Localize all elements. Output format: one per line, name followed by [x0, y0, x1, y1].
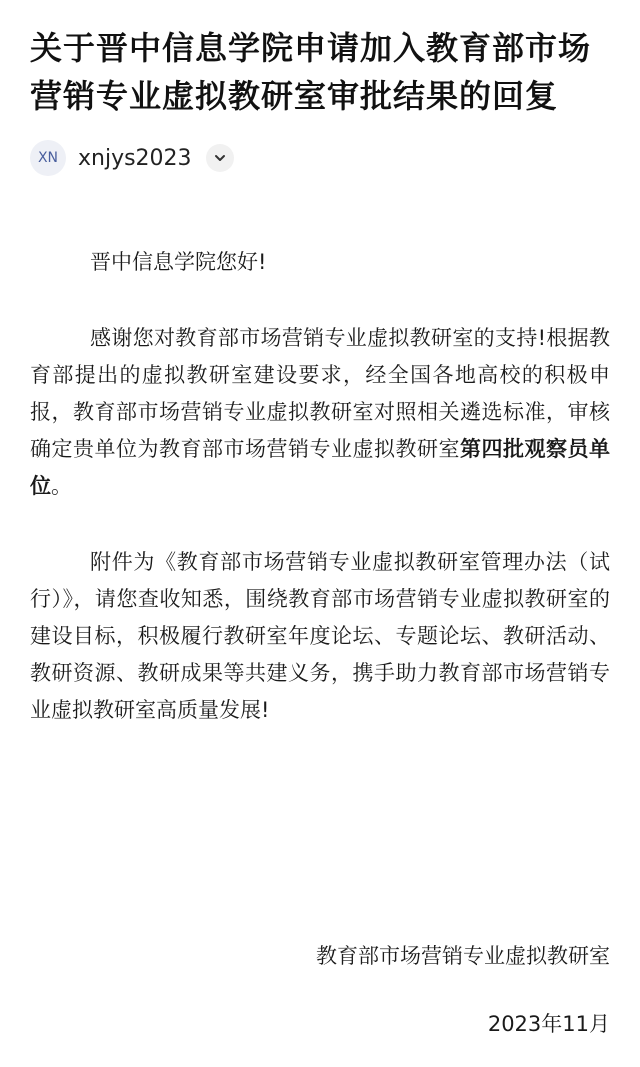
- paragraph-1-end: 。: [51, 474, 72, 498]
- paragraph-2: [30, 544, 610, 729]
- greeting: 晋中信息学院您好!: [90, 250, 267, 274]
- author-dropdown-button[interactable]: [206, 144, 234, 172]
- paragraph-1-text: 感谢您对教育部市场营销专业虚拟教研室的支持!根据教育部提出的虚拟教研室建设要求，经全国各地高校的积极申报，教育部市场营销专业虚拟教研室对照相关遴选标准，审核确定贵单位为教育部市场营销专业虚拟教研室: [30, 326, 610, 461]
- paragraph-1-bold-text: 第四批观察员单位: [30, 437, 610, 498]
- paragraph-1: [30, 320, 610, 505]
- paragraph-2-text: 附件为《教育部市场营销专业虚拟教研室管理办法（试行）》，请您查收知悉，围绕教育部市场营销专业虚拟教研室的建设目标，积极履行教研室年度论坛、专题论坛、教研活动、教研资源、教研成果等共建义务，携手助力教育部市场营销专业虚拟教研室高质量发展!: [30, 550, 610, 722]
- signature: 教育部市场营销专业虚拟教研室: [316, 944, 610, 968]
- chevron-down-icon: [213, 151, 227, 165]
- avatar[interactable]: XN: [30, 140, 66, 176]
- date: 2023年11月: [487, 1012, 610, 1036]
- author-row[interactable]: [30, 138, 610, 178]
- author-name[interactable]: xnjys2023: [78, 145, 192, 171]
- article-title: 关于晋中信息学院申请加入教育部市场营销专业虚拟教研室审批结果的回复: [30, 29, 592, 115]
